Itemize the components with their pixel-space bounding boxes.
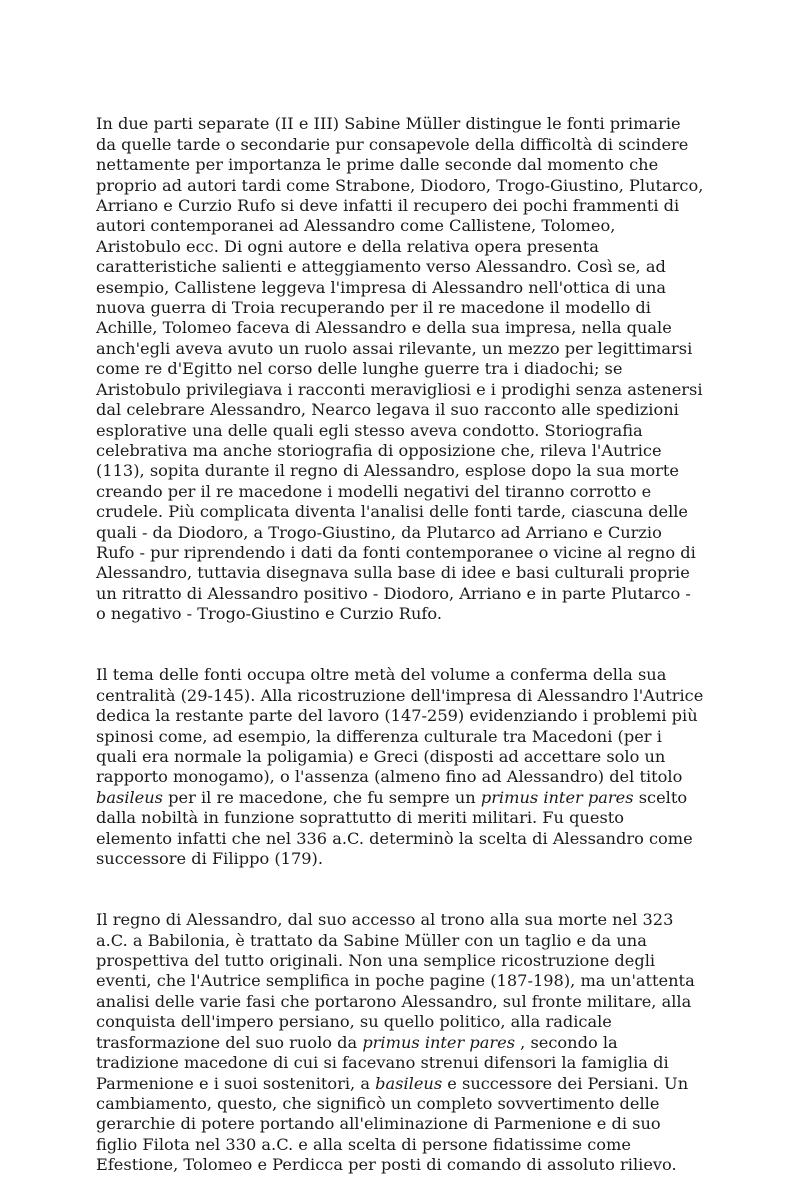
text-segment: per il re macedone, che fu sempre un [163, 787, 481, 807]
italic-term: primus inter pares [362, 1032, 516, 1052]
text-segment: , secondo la tradizione macedone di cui si facevano strenui difensori la famiglia di Parmenione e i suoi sostenitori, a [96, 1032, 669, 1093]
text-segment: Il tema delle fonti occupa oltre metà del volume a conferma della sua centralità (29-145). Alla ricostruzione dell'impresa di Alessandro l'Autrice dedica la restante parte del lavoro (147-259) evidenziando i problemi più spinosi come, ad esempio, la differenza culturale tra Macedoni (per i quali era normale la poligamia) e Greci (disposti ad accettare solo un rapporto monogamo), o l'assenza (almeno fino ad Alessandro) del titolo [96, 665, 704, 787]
body-text [96, 94, 716, 1196]
paragraph-reign [96, 890, 716, 1176]
text-segment: scelto dalla nobiltà in funzione soprattutto di meriti militari. Fu questo elemento infatti che nel 336 a.C. determinò la scelta di Alessandro come successore di Filippo (179). [96, 787, 693, 869]
italic-term: primus inter pares [480, 787, 634, 807]
text-segment: Il regno di Alessandro, dal suo accesso al trono alla sua morte nel 323 a.C. a Babilonia, è trattato da Sabine Müller con un taglio e da una prospettiva del tutto originali. Non una semplice ricostruzione degli eventi, che l'Autrice semplifica in poche pagine (187-198), ma un'attenta analisi delle varie fasi che portarono Alessandro, sul fronte militare, alla conquista dell'impero persiano, su quello politico, alla radicale trasformazione del suo ruolo da [96, 910, 695, 1052]
paragraph-sources: In due parti separate (II e III) Sabine Müller distingue le fonti primarie da quelle tarde o secondarie pur consapevole della difficoltà di scindere nettamente per importanza le prime dalle seconde dal momento che proprio ad autori tardi come Strabone, Diodoro, Trogo-Giustino, Plutarco, Arriano e Curzio Rufo si deve infatti il recupero dei pochi frammenti di autori contemporanei ad Alessandro come Callistene, Tolomeo, Aristobulo ecc. Di ogni autore e della relativa opera presenta caratteristiche salienti e atteggiamento verso Alessandro. Così se, ad esempio, Callistene leggeva l'impresa di Alessandro nell'ottica di una nuova guerra di Troia recuperando per il re macedone il modello di Achille, Tolomeo faceva di Alessandro e della sua impresa, nella quale anch'egli aveva avuto un ruolo assai rilevante, un mezzo per legittimarsi come re d'Egitto nel corso delle lunghe guerre tra i diadochi; se Aristobulo privilegiava i racconti meravigliosi e i prodighi senza astenersi dal celebrare Alessandro, Nearco legava il suo racconto alle spedizioni esplorative una delle quali egli stesso aveva condotto. Storiografia celebrativa ma anche storiografia di opposizione che, rileva l'Autrice (113), sopita durante il regno di Alessandro, esplose dopo la sua morte creando per il re macedone i modelli negativi del tiranno corrotto e crudele. Più complicata diventa l'analisi delle fonti tarde, ciascuna delle quali - da Diodoro, a Trogo-Giustino, da Plutarco ad Arriano e Curzio Rufo - pur riprendendo i dati da fonti contemporanee o vicine al regno di Alessandro, tuttavia disegnava sulla base di idee e basi culturali proprie un ritratto di Alessandro positivo - Diodoro, Arriano e in parte Plutarco - o negativo - Trogo-Giustino e Curzio Rufo. [96, 114, 704, 624]
italic-term: basileus [375, 1073, 443, 1093]
paragraph-themes [96, 645, 716, 869]
italic-term: basileus [96, 787, 163, 807]
text-segment: e successore dei Persiani. Un cambiamento, questo, che significò un completo sovvertimento delle gerarchie di potere portando all'eliminazione di Parmenione e di suo figlio Filota nel 330 a.C. e alla scelta di persone fidatissime come Efestione, Tolomeo e Perdicca per posti di comando di assoluto rilievo. [96, 1073, 689, 1175]
